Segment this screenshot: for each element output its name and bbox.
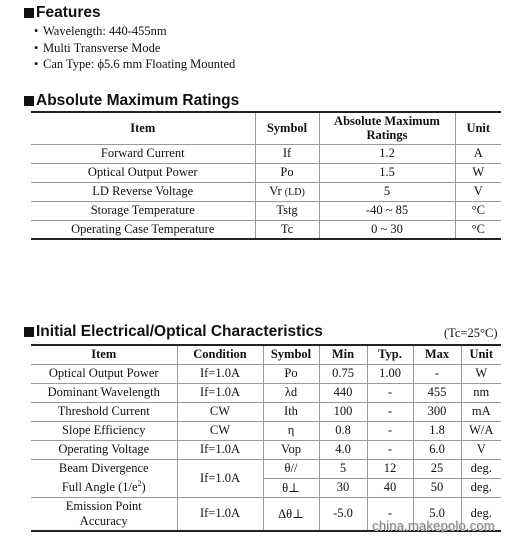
watermark: china.makepolo.com — [372, 518, 495, 533]
temperature-note: (Tc=25°C) — [444, 326, 498, 340]
absolute-maximum-ratings-table — [31, 111, 501, 240]
col-header-item: Item — [31, 112, 255, 144]
table-row: Beam Divergence Full Angle $(1/e^2)$ If=1.0A θ// 5 12 25 deg. — [31, 459, 501, 478]
square-bullet-icon — [24, 327, 34, 337]
table-row: LD Reverse Voltage Vr (LD) 5 V — [31, 182, 501, 201]
features-title: Features — [24, 4, 101, 22]
col-header-unit: Unit — [455, 112, 501, 144]
feature-item: • Multi Transverse Mode — [34, 40, 161, 55]
table-row: Optical Output Power If=1.0A Po 0.75 1.00 - W — [31, 364, 501, 383]
table-row: Threshold Current CW Ith 100 - 300 mA — [31, 402, 501, 421]
beam-divergence-label: Beam Divergence Full Angle $(1/e^2)$ — [31, 459, 177, 497]
col-header-symbol: Symbol — [255, 112, 319, 144]
eoc-title: Initial Electrical/Optical Characteristics — [24, 323, 323, 341]
feature-item: • Wavelength: 440-455nm — [34, 24, 167, 38]
table-row: Storage Temperature Tstg -40 ~ 85 °C — [31, 201, 501, 220]
amr-title: Absolute Maximum Ratings — [24, 92, 239, 110]
table-row: Operating Case Temperature Tc 0 ~ 30 °C — [31, 220, 501, 239]
table-row: Optical Output Power Po 1.5 W — [31, 163, 501, 182]
features-list — [34, 23, 235, 73]
emission-point-label: Emission Point Accuracy — [31, 497, 177, 531]
table-row: Emission Point Accuracy If=1.0A Δθ⊥ -5.0 - 5.0 deg. — [31, 497, 501, 531]
table-header-row: Item Condition Symbol Min Typ. Max Unit — [31, 345, 501, 364]
square-bullet-icon — [24, 8, 34, 18]
square-bullet-icon — [24, 96, 34, 106]
table-row: Dominant Wavelength If=1.0A λd 440 - 455 nm — [31, 383, 501, 402]
table-row: Operating Voltage If=1.0A Vop 4.0 - 6.0 V — [31, 440, 501, 459]
feature-item: • Can Type: ϕ5.6 mm Floating Mounted — [34, 57, 236, 71]
col-header-rating: Absolute Maximum Ratings — [319, 112, 455, 144]
electrical-optical-characteristics-table — [31, 344, 501, 532]
table-header-row — [31, 112, 501, 144]
table-row: Forward Current If 1.2 A — [31, 144, 501, 163]
table-row: θ⊥ 30 40 50 deg. — [31, 478, 501, 497]
table-row: Slope Efficiency CW η 0.8 - 1.8 W/A — [31, 421, 501, 440]
